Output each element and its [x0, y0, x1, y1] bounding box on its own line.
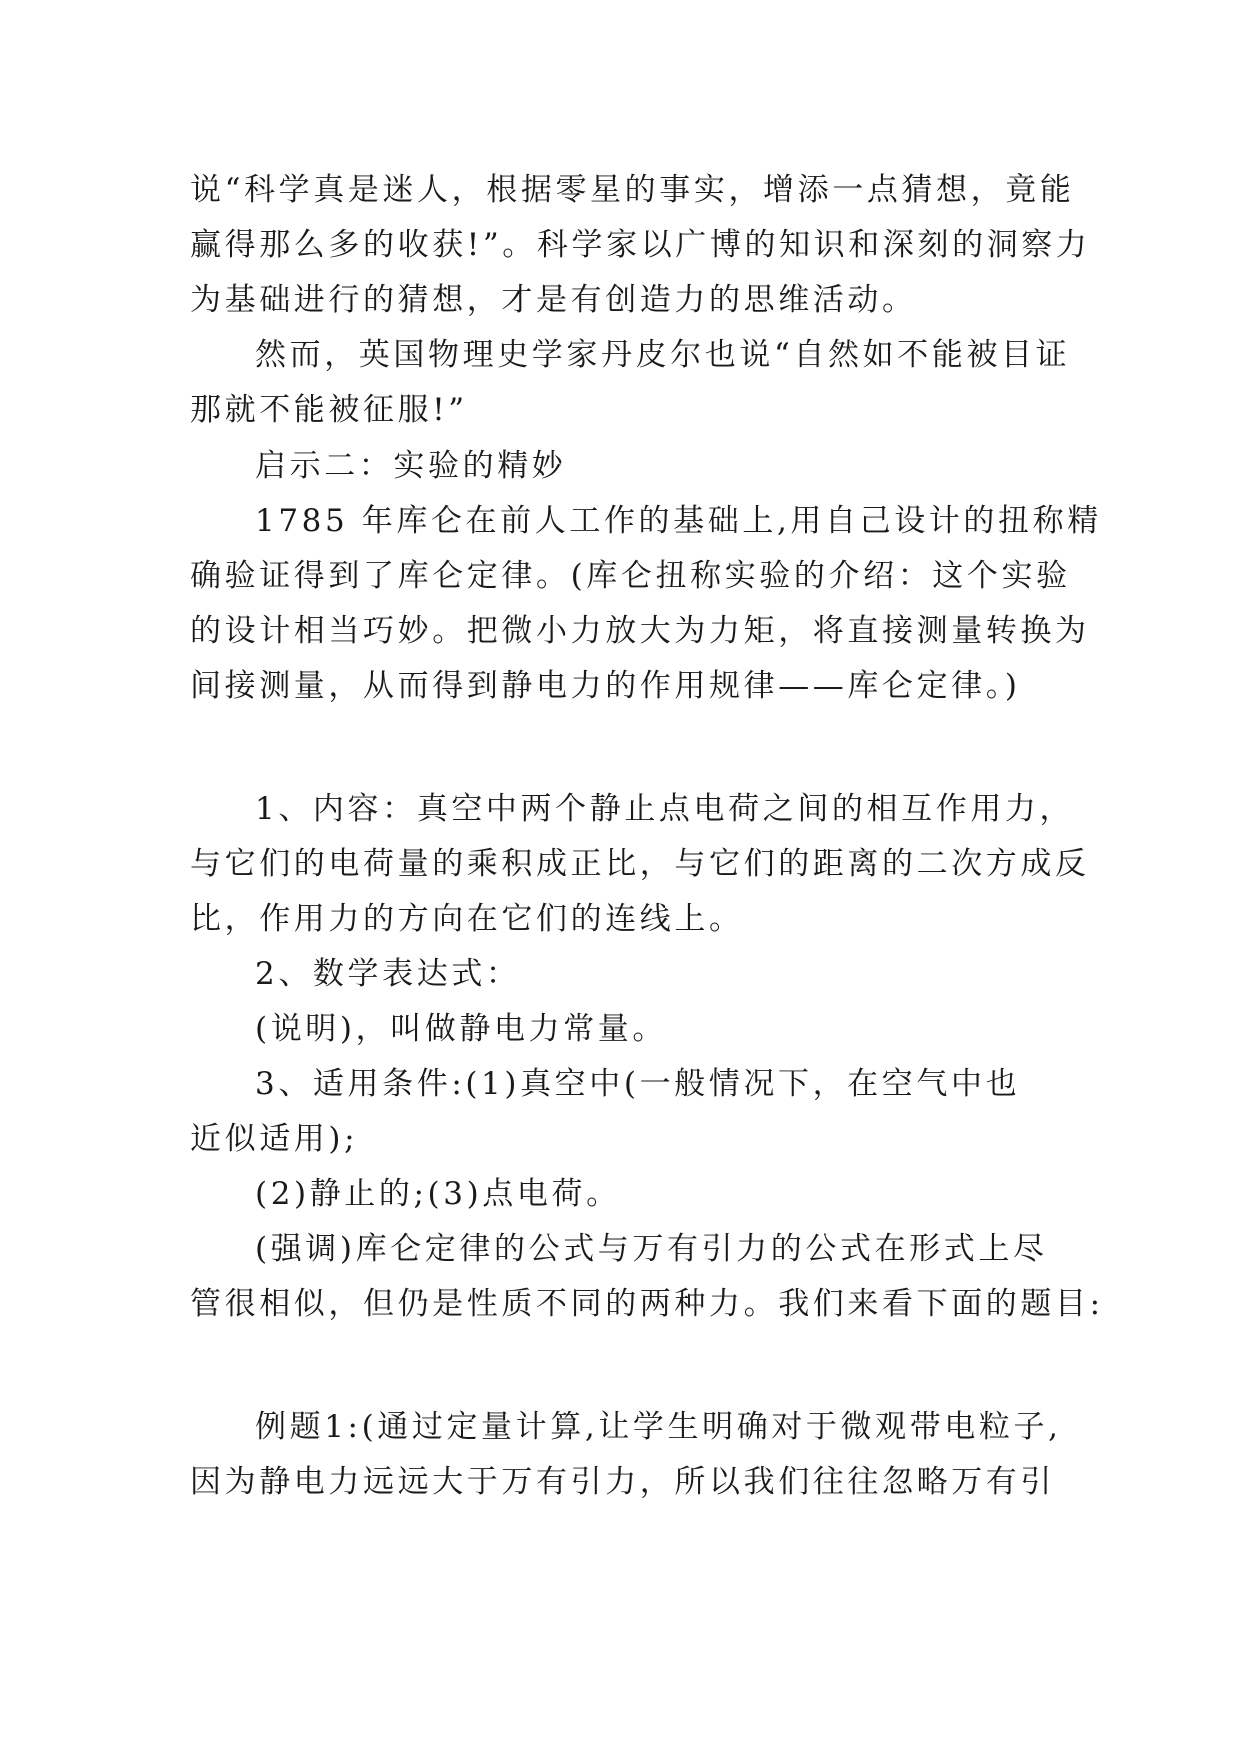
text-line: 例题1:(通过定量计算,让学生明确对于微观带电粒子, [255, 1409, 1062, 1445]
text-line: 赢得那么多的收获!”。科学家以广博的知识和深刻的洞察力 [190, 227, 1091, 263]
section-heading: 启示二：实验的精妙 [255, 448, 567, 484]
text-line: 说“科学真是迷人，根据零星的事实，增添一点猜想，竟能 [190, 172, 1075, 208]
text-line: 1、内容：真空中两个静止点电荷之间的相互作用力， [255, 791, 1075, 827]
text-line: (说明)，叫做静电力常量。 [255, 1011, 667, 1047]
text-line: 1785 年库仑在前人工作的基础上,用自己设计的扭称精 [255, 503, 1102, 539]
text-line: 为基础进行的猜想，才是有创造力的思维活动。 [190, 282, 917, 318]
text-line: 那就不能被征服!” [190, 392, 468, 428]
text-line: 管很相似，但仍是性质不同的两种力。我们来看下面的题目: [190, 1286, 1104, 1322]
text-line: 2、数学表达式： [255, 956, 521, 992]
text-line: (2)静止的;(3)点电荷。 [255, 1176, 621, 1212]
text-line: 的设计相当巧妙。把微小力放大为力矩，将直接测量转换为 [190, 613, 1090, 649]
text-line: 因为静电力远远大于万有引力，所以我们往往忽略万有引 [190, 1464, 1055, 1500]
text-line: 与它们的电荷量的乘积成正比，与它们的距离的二次方成反 [190, 846, 1090, 882]
text-line: 确验证得到了库仑定律。(库仑扭称实验的介绍：这个实验 [190, 558, 1071, 594]
text-line: (强调)库仑定律的公式与万有引力的公式在形式上尽 [255, 1231, 1048, 1267]
text-line: 然而，英国物理史学家丹皮尔也说“自然如不能被目证 [255, 337, 1071, 373]
text-line: 3、适用条件:(1)真空中(一般情况下，在空气中也 [255, 1066, 1021, 1102]
text-line: 间接测量，从而得到静电力的作用规律——库仑定律。) [190, 668, 1021, 704]
text-line: 比，作用力的方向在它们的连线上。 [190, 901, 744, 937]
text-line: 近似适用); [190, 1121, 359, 1157]
